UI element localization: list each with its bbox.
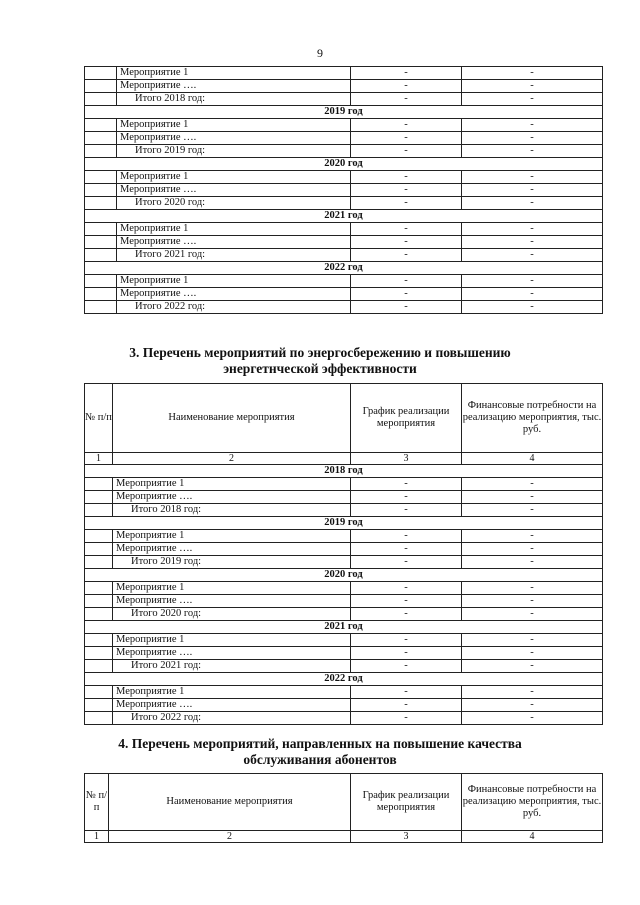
row-number-cell bbox=[85, 184, 117, 197]
event-name-cell: Итого 2018 год: bbox=[117, 93, 351, 106]
finance-cell: - bbox=[462, 504, 603, 517]
schedule-cell: - bbox=[351, 80, 462, 93]
finance-cell: - bbox=[462, 634, 603, 647]
finance-cell: - bbox=[462, 543, 603, 556]
event-name-cell: Мероприятие 1 bbox=[113, 686, 351, 699]
finance-cell: - bbox=[462, 491, 603, 504]
schedule-cell: - bbox=[351, 634, 462, 647]
finance-cell: - bbox=[462, 184, 603, 197]
event-name-cell: Мероприятие …. bbox=[113, 491, 351, 504]
event-name-cell: Мероприятие …. bbox=[117, 184, 351, 197]
schedule-cell: - bbox=[351, 119, 462, 132]
table-row bbox=[85, 288, 603, 301]
index-cell: 4 bbox=[462, 453, 603, 465]
row-number-cell bbox=[85, 93, 117, 106]
table-row bbox=[85, 80, 603, 93]
header-name: Наименование мероприятия bbox=[109, 774, 351, 831]
finance-cell: - bbox=[462, 132, 603, 145]
year-row bbox=[85, 158, 603, 171]
total-row bbox=[85, 93, 603, 106]
finance-cell: - bbox=[462, 478, 603, 491]
event-name-cell: Мероприятие 1 bbox=[113, 582, 351, 595]
event-name-cell: Мероприятие 1 bbox=[117, 275, 351, 288]
year-heading: 2020 год bbox=[85, 569, 603, 582]
row-number-cell bbox=[85, 556, 113, 569]
finance-cell: - bbox=[462, 236, 603, 249]
schedule-cell: - bbox=[351, 543, 462, 556]
index-cell: 1 bbox=[85, 831, 109, 843]
schedule-cell: - bbox=[351, 288, 462, 301]
event-name-cell: Итого 2019 год: bbox=[117, 145, 351, 158]
finance-cell: - bbox=[462, 595, 603, 608]
row-number-cell bbox=[85, 236, 117, 249]
table-row bbox=[85, 275, 603, 288]
table-row bbox=[85, 647, 603, 660]
year-row bbox=[85, 210, 603, 223]
schedule-cell: - bbox=[351, 93, 462, 106]
table-row bbox=[85, 132, 603, 145]
year-heading: 2020 год bbox=[85, 158, 603, 171]
schedule-cell: - bbox=[351, 236, 462, 249]
row-number-cell bbox=[85, 634, 113, 647]
header-schedule: График реализации мероприятия bbox=[351, 774, 462, 831]
row-number-cell bbox=[85, 197, 117, 210]
row-number-cell bbox=[85, 608, 113, 621]
row-number-cell bbox=[85, 686, 113, 699]
schedule-cell: - bbox=[351, 660, 462, 673]
finance-cell: - bbox=[462, 556, 603, 569]
schedule-cell: - bbox=[351, 491, 462, 504]
event-name-cell: Мероприятие …. bbox=[113, 595, 351, 608]
event-name-cell: Мероприятие …. bbox=[113, 699, 351, 712]
total-row bbox=[85, 504, 603, 517]
table-row bbox=[85, 223, 603, 236]
event-name-cell: Мероприятие 1 bbox=[113, 530, 351, 543]
schedule-cell: - bbox=[351, 556, 462, 569]
row-number-cell bbox=[85, 132, 117, 145]
table-row bbox=[85, 699, 603, 712]
section-4-title bbox=[0, 736, 640, 768]
event-name-cell: Мероприятие 1 bbox=[113, 634, 351, 647]
table-row bbox=[85, 184, 603, 197]
row-number-cell bbox=[85, 504, 113, 517]
schedule-cell: - bbox=[351, 67, 462, 80]
finance-cell: - bbox=[462, 197, 603, 210]
year-heading: 2022 год bbox=[85, 673, 603, 686]
schedule-cell: - bbox=[351, 184, 462, 197]
finance-cell: - bbox=[462, 67, 603, 80]
row-number-cell bbox=[85, 491, 113, 504]
schedule-cell: - bbox=[351, 699, 462, 712]
table-row bbox=[85, 67, 603, 80]
row-number-cell bbox=[85, 301, 117, 314]
table-row bbox=[85, 491, 603, 504]
event-name-cell: Итого 2020 год: bbox=[113, 608, 351, 621]
section-3-title bbox=[0, 345, 640, 377]
schedule-cell: - bbox=[351, 132, 462, 145]
section-4-title-line1: 4. Перечень мероприятий, направленных на повышение качества bbox=[118, 736, 522, 751]
table-row bbox=[85, 236, 603, 249]
year-heading: 2021 год bbox=[85, 210, 603, 223]
table-row bbox=[85, 543, 603, 556]
event-name-cell: Мероприятие …. bbox=[113, 543, 351, 556]
table-header-row bbox=[85, 384, 603, 453]
schedule-cell: - bbox=[351, 197, 462, 210]
event-name-cell: Мероприятие …. bbox=[117, 288, 351, 301]
index-cell: 4 bbox=[462, 831, 603, 843]
schedule-cell: - bbox=[351, 608, 462, 621]
year-row bbox=[85, 465, 603, 478]
table-row bbox=[85, 119, 603, 132]
finance-cell: - bbox=[462, 145, 603, 158]
row-number-cell bbox=[85, 582, 113, 595]
index-row bbox=[85, 453, 603, 465]
finance-cell: - bbox=[462, 80, 603, 93]
finance-cell: - bbox=[462, 223, 603, 236]
row-number-cell bbox=[85, 530, 113, 543]
row-number-cell bbox=[85, 67, 117, 80]
section-3-title-line1: 3. Перечень мероприятий по энергосбережению и повышению bbox=[129, 345, 511, 360]
finance-cell: - bbox=[462, 686, 603, 699]
total-row bbox=[85, 712, 603, 725]
finance-cell: - bbox=[462, 660, 603, 673]
schedule-cell: - bbox=[351, 171, 462, 184]
header-name: Наименование мероприятия bbox=[113, 384, 351, 453]
event-name-cell: Мероприятие 1 bbox=[117, 67, 351, 80]
row-number-cell bbox=[85, 712, 113, 725]
total-row bbox=[85, 197, 603, 210]
finance-cell: - bbox=[462, 301, 603, 314]
finance-cell: - bbox=[462, 582, 603, 595]
row-number-cell bbox=[85, 288, 117, 301]
header-num: № п/п bbox=[85, 774, 109, 831]
event-name-cell: Итого 2020 год: bbox=[117, 197, 351, 210]
year-row bbox=[85, 262, 603, 275]
finance-cell: - bbox=[462, 249, 603, 262]
year-row bbox=[85, 517, 603, 530]
page-number: 9 bbox=[317, 46, 323, 60]
row-number-cell bbox=[85, 80, 117, 93]
index-cell: 2 bbox=[113, 453, 351, 465]
section-3-title-line2: энергетнческой эффективности bbox=[223, 361, 417, 376]
finance-cell: - bbox=[462, 712, 603, 725]
finance-cell: - bbox=[462, 530, 603, 543]
finance-cell: - bbox=[462, 119, 603, 132]
row-number-cell bbox=[85, 543, 113, 556]
table-row bbox=[85, 634, 603, 647]
event-name-cell: Итого 2021 год: bbox=[117, 249, 351, 262]
schedule-cell: - bbox=[351, 249, 462, 262]
table-row bbox=[85, 530, 603, 543]
finance-cell: - bbox=[462, 275, 603, 288]
year-heading: 2019 год bbox=[85, 106, 603, 119]
total-row bbox=[85, 608, 603, 621]
section-4-title-line2: обслуживания абонентов bbox=[243, 752, 397, 767]
schedule-cell: - bbox=[351, 530, 462, 543]
row-number-cell bbox=[85, 171, 117, 184]
table-row bbox=[85, 478, 603, 491]
row-number-cell bbox=[85, 223, 117, 236]
schedule-cell: - bbox=[351, 504, 462, 517]
header-finance: Финансовые потребности на реализацию мероприятия, тыс. руб. bbox=[462, 384, 603, 453]
header-num: № п/п bbox=[85, 384, 113, 453]
table-header-row bbox=[85, 774, 603, 831]
schedule-cell: - bbox=[351, 595, 462, 608]
table-section-3 bbox=[84, 383, 603, 725]
row-number-cell bbox=[85, 699, 113, 712]
event-name-cell: Мероприятие 1 bbox=[113, 478, 351, 491]
finance-cell: - bbox=[462, 171, 603, 184]
table-section-4 bbox=[84, 773, 603, 843]
row-number-cell bbox=[85, 478, 113, 491]
header-finance: Финансовые потребности на реализацию мероприятия, тыс. руб. bbox=[462, 774, 603, 831]
schedule-cell: - bbox=[351, 301, 462, 314]
total-row bbox=[85, 249, 603, 262]
year-heading: 2018 год bbox=[85, 465, 603, 478]
schedule-cell: - bbox=[351, 275, 462, 288]
finance-cell: - bbox=[462, 608, 603, 621]
table-row bbox=[85, 686, 603, 699]
row-number-cell bbox=[85, 249, 117, 262]
event-name-cell: Итого 2022 год: bbox=[113, 712, 351, 725]
event-name-cell: Мероприятие …. bbox=[117, 80, 351, 93]
finance-cell: - bbox=[462, 647, 603, 660]
event-name-cell: Итого 2019 год: bbox=[113, 556, 351, 569]
finance-cell: - bbox=[462, 288, 603, 301]
year-heading: 2022 год bbox=[85, 262, 603, 275]
schedule-cell: - bbox=[351, 582, 462, 595]
row-number-cell bbox=[85, 647, 113, 660]
event-name-cell: Мероприятие …. bbox=[117, 236, 351, 249]
schedule-cell: - bbox=[351, 686, 462, 699]
total-row bbox=[85, 301, 603, 314]
schedule-cell: - bbox=[351, 647, 462, 660]
year-row bbox=[85, 569, 603, 582]
event-name-cell: Мероприятие 1 bbox=[117, 119, 351, 132]
year-heading: 2019 год bbox=[85, 517, 603, 530]
table-continued bbox=[84, 66, 603, 314]
index-cell: 3 bbox=[351, 453, 462, 465]
schedule-cell: - bbox=[351, 712, 462, 725]
event-name-cell: Мероприятие 1 bbox=[117, 171, 351, 184]
event-name-cell: Мероприятие 1 bbox=[117, 223, 351, 236]
event-name-cell: Мероприятие …. bbox=[117, 132, 351, 145]
schedule-cell: - bbox=[351, 223, 462, 236]
row-number-cell bbox=[85, 275, 117, 288]
row-number-cell bbox=[85, 145, 117, 158]
index-cell: 3 bbox=[351, 831, 462, 843]
index-cell: 1 bbox=[85, 453, 113, 465]
total-row bbox=[85, 660, 603, 673]
event-name-cell: Итого 2022 год: bbox=[117, 301, 351, 314]
row-number-cell bbox=[85, 660, 113, 673]
event-name-cell: Итого 2018 год: bbox=[113, 504, 351, 517]
year-row bbox=[85, 106, 603, 119]
index-cell: 2 bbox=[109, 831, 351, 843]
row-number-cell bbox=[85, 595, 113, 608]
finance-cell: - bbox=[462, 93, 603, 106]
table-row bbox=[85, 582, 603, 595]
index-row bbox=[85, 831, 603, 843]
schedule-cell: - bbox=[351, 145, 462, 158]
total-row bbox=[85, 556, 603, 569]
total-row bbox=[85, 145, 603, 158]
year-row bbox=[85, 673, 603, 686]
schedule-cell: - bbox=[351, 478, 462, 491]
event-name-cell: Итого 2021 год: bbox=[113, 660, 351, 673]
table-row bbox=[85, 595, 603, 608]
row-number-cell bbox=[85, 119, 117, 132]
header-schedule: График реализации мероприятия bbox=[351, 384, 462, 453]
event-name-cell: Мероприятие …. bbox=[113, 647, 351, 660]
finance-cell: - bbox=[462, 699, 603, 712]
year-heading: 2021 год bbox=[85, 621, 603, 634]
table-row bbox=[85, 171, 603, 184]
year-row bbox=[85, 621, 603, 634]
